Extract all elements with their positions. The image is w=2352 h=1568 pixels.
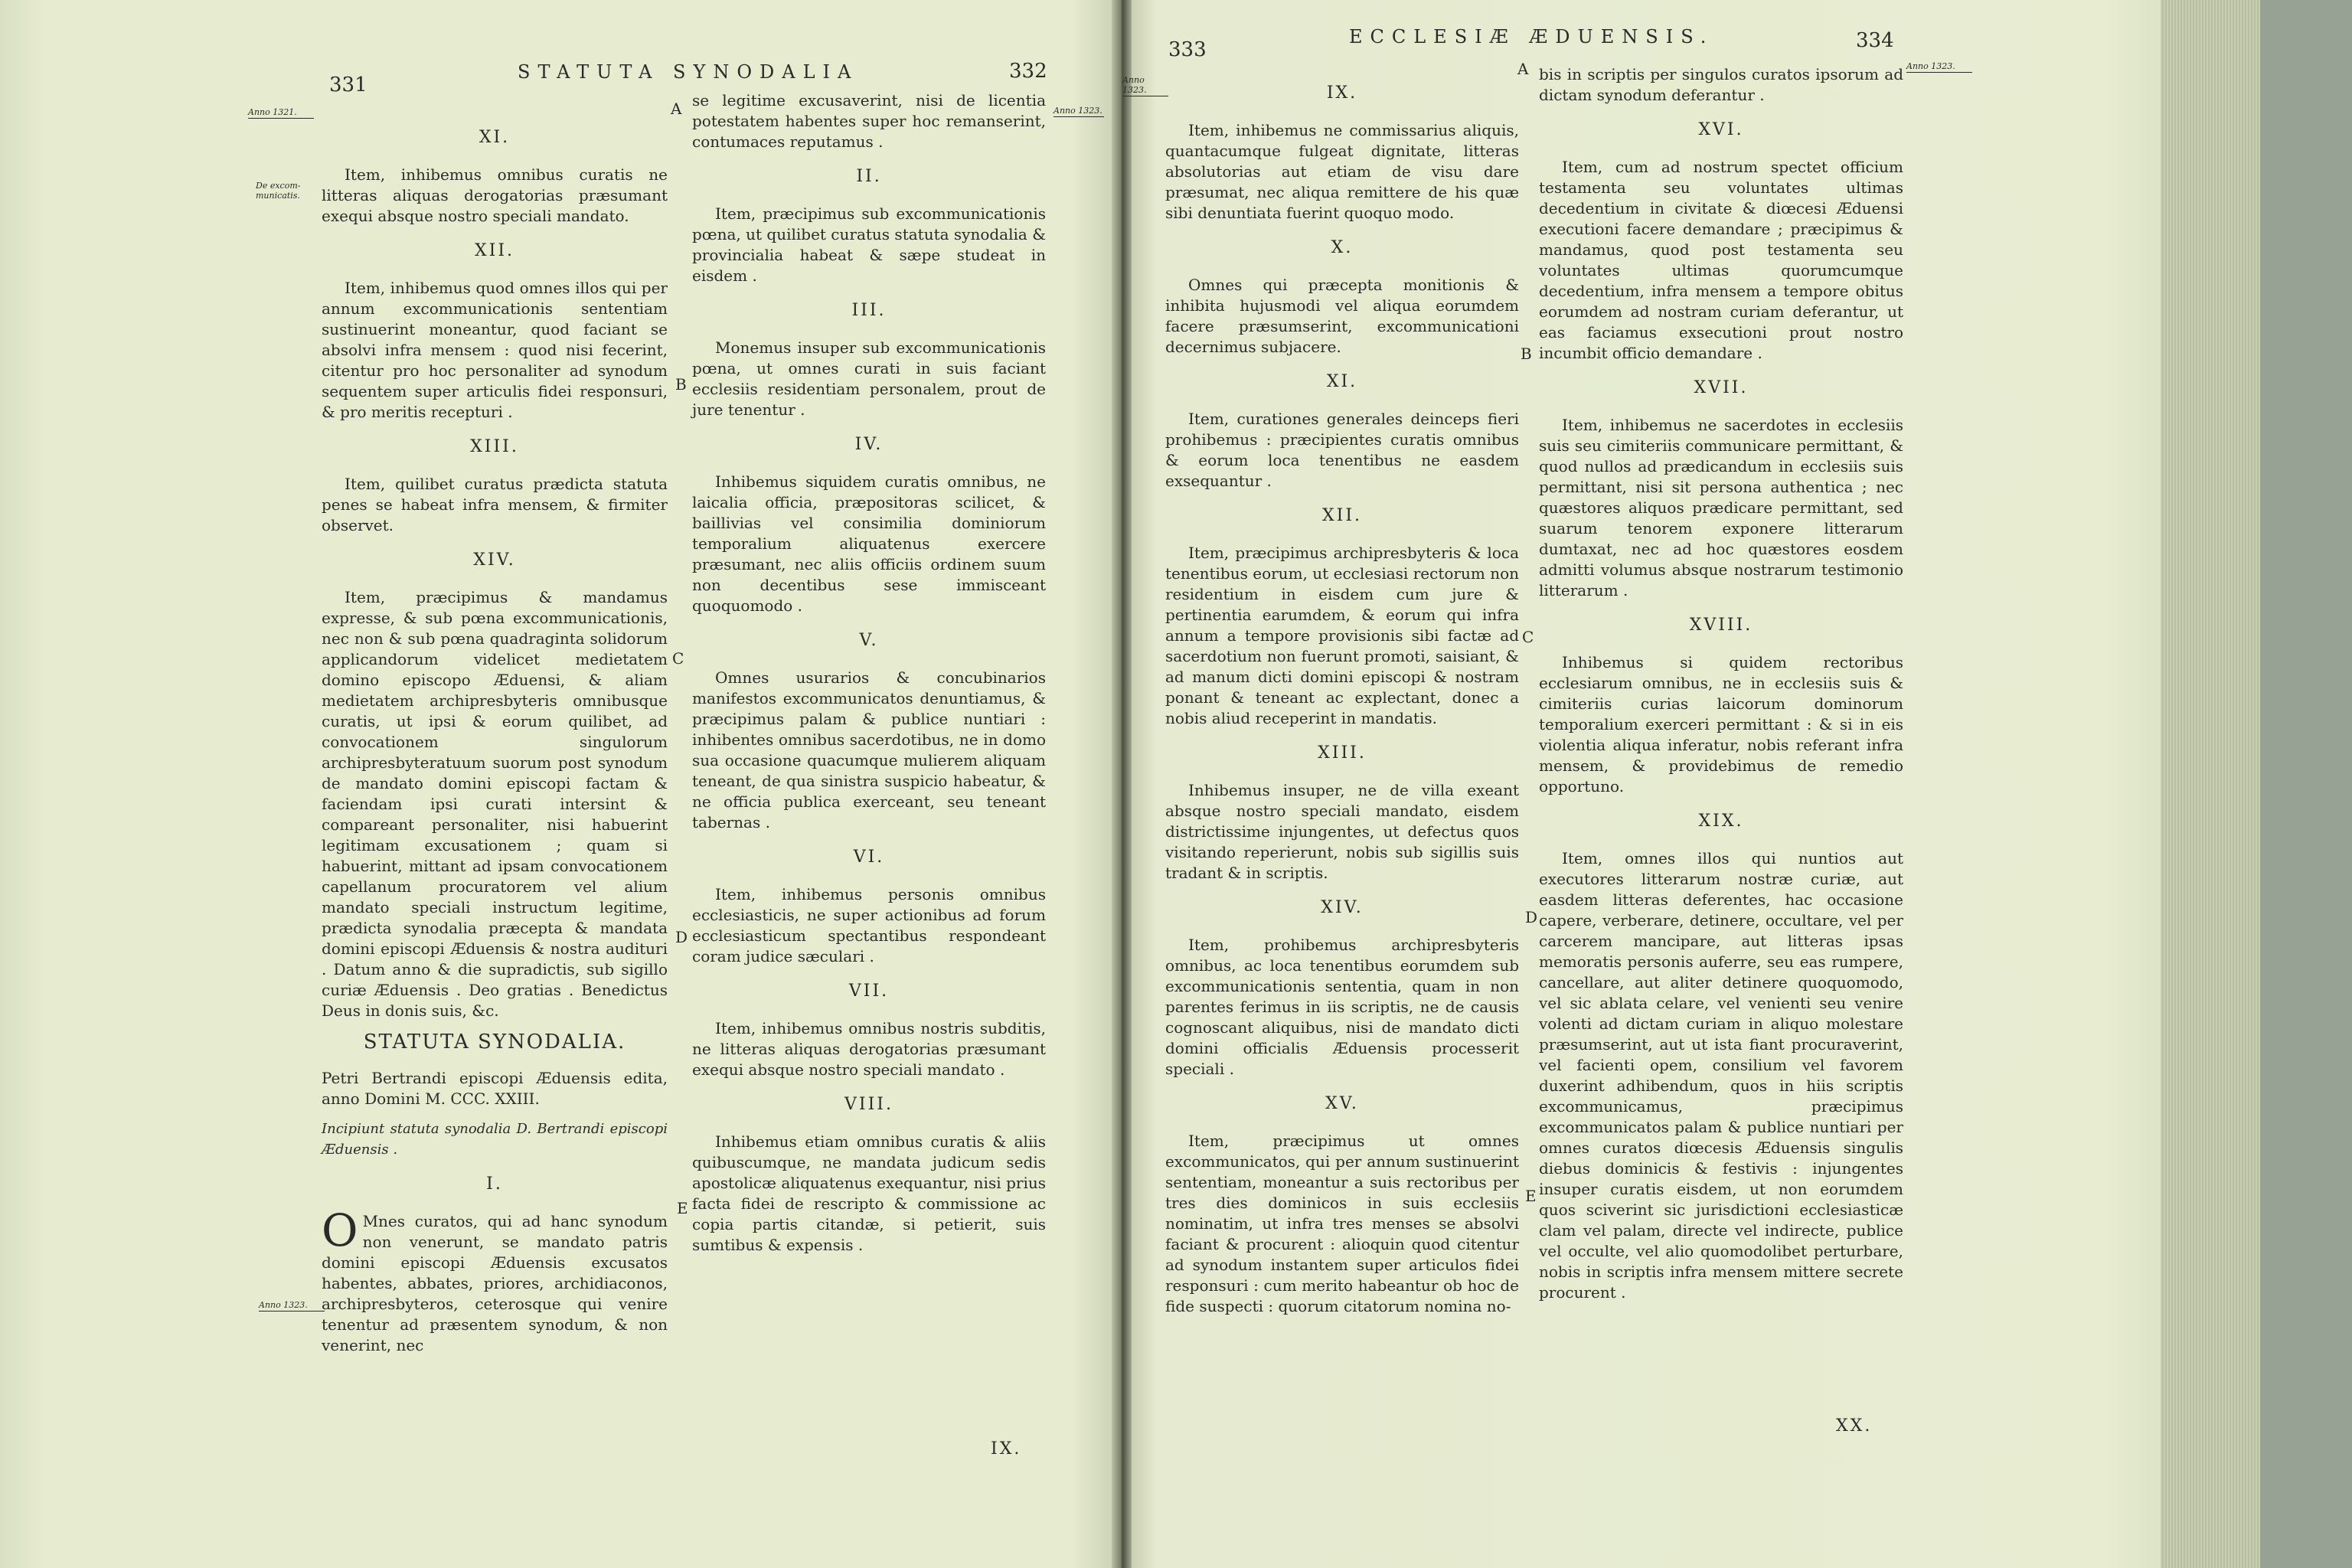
margin-note-anno: Anno 1323. [1054, 106, 1104, 117]
paragraph: Item, præcipimus archipresbyteris & loca tenentibus eorum, ut ecclesiasi rectorum non residentium in eisdem cum jure & pertinentia earumdem, & eorum qui infra annum a tempore provisionis sibi factæ ad sacerdotium non fuerunt promoti, saisiant, & ad manum dicti domini episcopi & nostram ponant & teneant ac explectant, donec a nobis aliud receperint in mandatis. [1165, 544, 1519, 727]
margin-letter: B [675, 375, 687, 394]
section-heading: V. [859, 631, 879, 650]
section-heading: XIV. [1321, 898, 1364, 917]
paragraph: Item, inhibemus ne commissarius aliquis, quantacumque fulgeat dignitate, litteras absolutorias aut etiam de visu dare præsumat, nec aliqua remittere de his quæ sibi denuntiata fuerint quoquo modo. [1165, 121, 1519, 222]
section-heading: III. [851, 301, 887, 320]
margin-letter: C [672, 649, 684, 668]
section-heading: XII. [474, 241, 515, 260]
margin-letter: D [1525, 908, 1538, 926]
page-number: 331 [329, 74, 368, 96]
section-heading: IV. [854, 435, 884, 454]
paragraph: se legitime excusaverint, nisi de licentia potestatem habentes super hoc remanserint, contumaces reputamus . [692, 91, 1046, 151]
section-heading: VII. [848, 982, 890, 1001]
margin-letter: A [671, 100, 682, 118]
margin-note-anno: Anno 1321. [248, 107, 314, 119]
section-heading: XVII. [1694, 378, 1749, 397]
margin-letter: D [675, 928, 688, 946]
margin-note-anno: Anno 1323. [1906, 61, 1972, 73]
paragraph: Item, prohibemus archipresbyteris omnibus, ac loca tenentibus eorumdem sub excommunicationis sententia, quam in non parentes ferimus in iis scriptis, ne de causis cognoscant aliquibus, nisi de mandato dicti domini officialis Æduensis processerit speciali . [1165, 936, 1519, 1078]
section-heading: XVI. [1698, 120, 1744, 139]
margin-letter: E [1525, 1187, 1537, 1205]
section-heading: XI. [479, 128, 511, 147]
margin-note-anno: Anno 1323. [1122, 75, 1168, 96]
section-heading: II. [856, 167, 882, 186]
page-number: 333 [1168, 38, 1207, 61]
paragraph: Monemus insuper sub excommunicationis pœna, ut omnes curati in suis faciant ecclesiis residentiam personalem, prout de jure tenentur . [692, 338, 1046, 419]
margin-letter: A [1517, 60, 1529, 78]
paragraph: Item, inhibemus omnibus curatis ne litteras aliquas derogatorias præsumant exequi absque nostro speciali mandato. [322, 165, 668, 225]
section-heading: XII. [1321, 506, 1363, 525]
statuta-title: STATUTA SYNODALIA. [363, 1031, 626, 1054]
paragraph: Inhibemus si quidem rectoribus ecclesiarum omnibus, ne in ecclesiis suis & cimiteriis curias laicorum dominorum temporalium exerceri permittant : & si in eis violentia aliqua inferatur, nobis referant infra mensem, & providebimus de remedio opportuno. [1539, 653, 1903, 795]
paragraph: Inhibemus insuper, ne de villa exeant absque nostro speciali mandato, eisdem districtissime injungentes, ut defectus quos visitando reperierunt, nobis sub sigillis suis tradant & in scriptis. [1165, 781, 1519, 882]
margin-letter: E [677, 1199, 688, 1217]
paragraph: Item, præcipimus sub excommunicationis pœna, ut quilibet curatus statuta synodalia & provincialia habeat & sæpe studeat in eisdem . [692, 204, 1046, 285]
section-heading: XV. [1325, 1094, 1359, 1113]
book-fore-edge [2161, 0, 2352, 1568]
paragraph: bis in scriptis per singulos curatos ipsorum ad dictam synodum deferantur . [1539, 65, 1903, 104]
section-heading: VI. [853, 848, 885, 867]
drop-cap: O [322, 1204, 358, 1256]
paragraph: Item, inhibemus omnibus nostris subditis, ne litteras aliquas derogatorias præsumant exequi absque nostro speciali mandato . [692, 1019, 1046, 1079]
paragraph: Item, præcipimus & mandamus expresse, & sub pœna excommunicationis, nec non & sub pœna quadraginta solidorum applicandorum videlicet medietatem domino episcopo Æduensi, & aliam medietatem archipresbyteris omnibusque curatis, ut ipsi & eorum quilibet, ad convocationem singulorum archipresbyteratuum suorum post synodum de mandato domini episcopi factam & faciendam ipsi curati intersint & compareant personaliter, nisi habuerint legitimam excusationem ; quam si habuerint, mittant ad ipsam convocationem capellanum procuratorem vel alium mandato speciali instructum legitime, prædicta synodalia præcepta & mandata domini episcopi Æduensis & nostra audituri . Datum anno & die supradictis, sub sigillo curiæ Æduensis . Deo gratias . Benedictus Deus in donis suis, &c. [322, 588, 668, 1020]
margin-note-anno: Anno 1323. [259, 1300, 325, 1312]
section-heading: XIII. [1318, 743, 1367, 763]
left-column-a [322, 113, 668, 1365]
page-number: 334 [1856, 29, 1894, 52]
running-head: ECCLESIÆ ÆDUENSIS. [1349, 26, 1714, 47]
margin-note-de-excommunicatis: De excom- municatis. [256, 181, 301, 201]
section-heading: XI. [1326, 372, 1358, 391]
section-heading: VIII. [844, 1095, 893, 1114]
paragraph: Omnes usurarios & concubinarios manifestos excommunicatos denuntiamus, & præcipimus palam & publice nuntiari : inhibentes omnibus sacerdotibus, ne in domo sua occasione quacumque mulierem aliquam teneant, de qua sinistra suspicio habeatur, & ne officia publica exerceant, seu teneant tabernas . [692, 668, 1046, 831]
paragraph: Item, inhibemus personis omnibus ecclesiasticis, ne super actionibus ad forum ecclesiasticum spectantibus respondeant coram judice sæculari . [692, 885, 1046, 965]
paragraph: Item, quilibet curatus prædicta statuta penes se habeat infra mensem, & firmiter observet. [322, 475, 668, 534]
paragraph: Item, cum ad nostrum spectet officium testamenta seu voluntates ultimas decedentium in civitate & diœcesi Æduensi executioni facere demandare ; præcipimus & mandamus, quod post testamenta seu voluntates ultimas quorumcumque decedentium, infra mensem a tempore obitus eorumdem ad nostram curiam deferantur, ut eas faciamus exsecutioni prout nostro incumbit officio demandare . [1539, 158, 1903, 362]
paragraph-text: Mnes curatos, qui ad hanc synodum non venerunt, se mandato patris domini episcopi Æduensis excusatos habentes, abbates, priores, archidiaconos, archipresbyteros, ceterosque qui venire tenentur ad præsentem synodum, & non venerint, nec [322, 1212, 668, 1354]
catchword: XX. [1836, 1416, 1873, 1436]
section-heading: XIV. [473, 550, 516, 570]
statuta-subtitle: Petri Bertrandi episcopi Æduensis edita, anno Domini M. CCC. XXIII. [322, 1069, 668, 1108]
paragraph: Inhibemus etiam omnibus curatis & aliis quibuscumque, ne mandata judicum sedis apostolicæ aliquatenus exequantur, nisi prius facta fidei de rescripto & commissione ac copia partis citandæ, si petierit, suis sumtibus & expensis . [692, 1132, 1046, 1254]
paragraph: Item, inhibemus quod omnes illos qui per annum excommunicationis sententiam sustinuerint moneantur, quod faciant se absolvi infra mensem : quod nisi fecerint, citentur pro hoc personaliter ad synodum sequentem super articulis fidei responsuri, & pro meritis recepturi . [322, 279, 668, 421]
paragraph: Item, præcipimus ut omnes excommunicatos, qui per annum sustinuerint sententiam, moneantur a suis rectoribus per tres dies dominicos in suis ecclesiis nominatim, ut infra tres menses se absolvi faciant & procurent : alioquin quod citentur ad synodum instantem super articulos fidei responsuri : cum merito habeantur ob hoc de fide suspecti : quorum citatorum nomina no- [1165, 1132, 1519, 1315]
paragraph: Item, omnes illos qui nuntios aut executores litterarum nostræ curiæ, aut easdem litteras deferentes, hac occasione capere, verberare, detinere, occultare, vel per carcerem mancipare, aut litteras ipsas memoratis personis auferre, seu eas rumpere, cancellare, aut aliter detinere quoquomodo, vel sic ablata celare, vel venienti seu venire volenti ad dictam curiam in aliquo molestare præsumserint, aut ut ista fiant procuraverint, vel facienti opem, consilium vel favorem duxerint adhibendum, quos in hiis scriptis excommunicamus, præcipimus excommunicatos palam & publice nuntiari per omnes curatos diœcesis Æduensis singulis diebus dominicis & festivis : injungentes insuper curatis eisdem, ut non eorumdem quos sciverint sic jurisdictioni ecclesiasticæ clam vel palam, directe vel indirecte, publice vel occulte, vel alio quomodolibet perturbare, nobis in scriptis infra mensem mittere secrete procurent . [1539, 849, 1903, 1302]
section-heading: XIII. [470, 437, 519, 456]
left-column-b [692, 90, 1046, 1265]
incipit: Incipiunt statuta synodalia D. Bertrandi episcopi Æduensis . [322, 1121, 668, 1158]
running-head: STATUTA SYNODALIA [518, 61, 859, 83]
section-heading: XVIII. [1689, 616, 1753, 635]
paragraph: Item, inhibemus ne sacerdotes in ecclesiis suis seu cimiteriis communicare permittant, & quod nullos ad prædicandum in ecclesiis suis permittant, nisi sit persona authentica ; nec quæstores aliquos prædicare permittant, sed suarum tenorem exponere litterarum dumtaxat, nec ad hoc quæstores eosdem admitti volumus absque nostrarum testimonio litterarum . [1539, 416, 1903, 599]
section-heading: I. [486, 1174, 503, 1194]
section-heading: XIX. [1698, 812, 1744, 831]
section-heading: X. [1331, 238, 1354, 257]
right-column-b [1539, 64, 1903, 1312]
paragraph: Inhibemus siquidem curatis omnibus, ne laicalia officia, præpositoras scilicet, & baillivias vel consimilia dominiorum temporalium aliquatenus exercere præsumant, nec aliis officiis ordinem suum non decentibus sese immisceant quoquomodo . [692, 472, 1046, 615]
catchword: IX. [991, 1439, 1022, 1459]
paragraph [322, 1204, 668, 1356]
paragraph: Item, curationes generales deinceps fieri prohibemus : præcipientes curatis omnibus & eorum loca tenentibus ne easdem exsequantur . [1165, 410, 1519, 490]
paragraph: Omnes qui præcepta monitionis & inhibita hujusmodi vel aliqua eorumdem facere præsumserint, excommunicationi decernimus subjacere. [1165, 276, 1519, 356]
page-number: 332 [1009, 60, 1047, 83]
section-heading: IX. [1326, 83, 1358, 103]
margin-letter: B [1521, 345, 1532, 363]
book-gutter [1112, 0, 1132, 1568]
right-column-a [1165, 69, 1519, 1326]
margin-letter: C [1522, 628, 1534, 646]
